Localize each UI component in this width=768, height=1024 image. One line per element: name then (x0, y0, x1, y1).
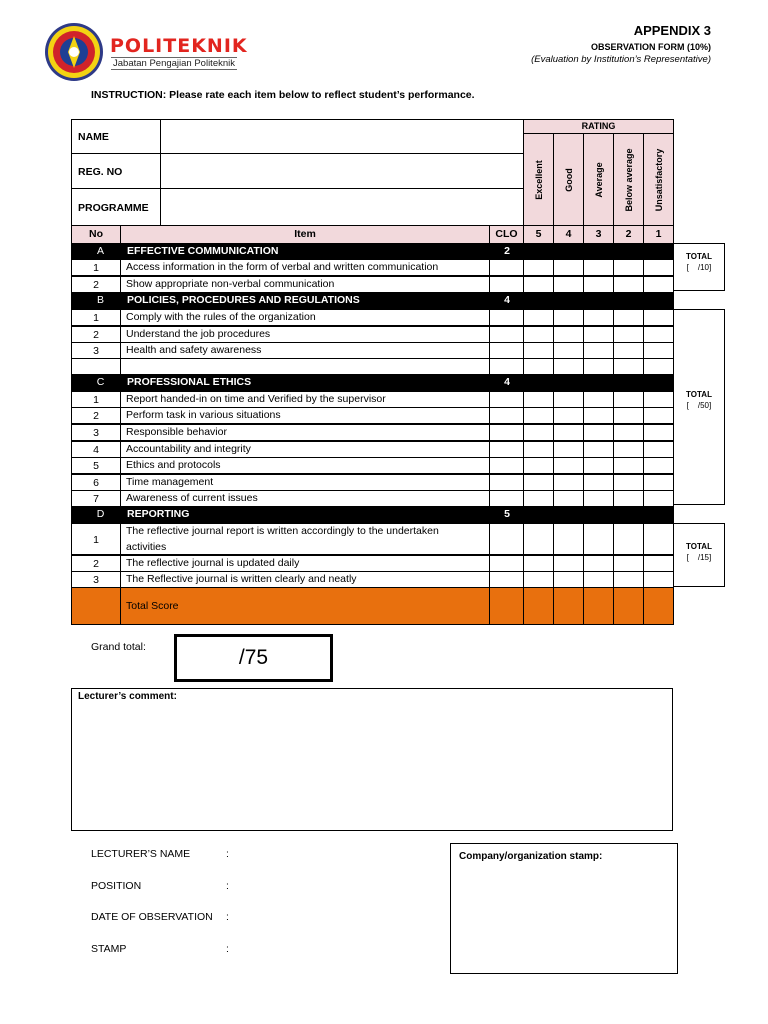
rating-checkbox-cell[interactable] (583, 523, 614, 555)
rating-checkbox-cell[interactable] (553, 474, 584, 491)
empty-cell (643, 358, 674, 375)
politeknik-seal-logo (44, 22, 104, 82)
rating-checkbox-cell[interactable] (523, 407, 554, 424)
item-no: 1 (93, 312, 99, 324)
rating-label: Good (563, 167, 574, 192)
item-no-cell (71, 523, 121, 555)
item-text: Health and safety awareness (126, 344, 262, 356)
rating-checkbox-cell[interactable] (583, 457, 614, 474)
item-no: 2 (93, 279, 99, 291)
item-clo-cell[interactable] (489, 424, 524, 441)
section-code: A (96, 245, 104, 257)
item-text: Time management (126, 476, 214, 488)
header-score (643, 225, 674, 244)
section-total-label: TOTAL (686, 390, 712, 399)
item-clo-cell[interactable] (489, 276, 524, 293)
item-no-cell (71, 391, 121, 408)
item-no-cell (71, 474, 121, 491)
rating-checkbox-cell[interactable] (613, 407, 644, 424)
rating-label: Excellent (533, 159, 544, 200)
item-text: Comply with the rules of the organization (126, 311, 316, 323)
rating-checkbox-cell[interactable] (613, 276, 644, 293)
brand-name: POLITEKNIK (110, 35, 248, 57)
item-text-cell (120, 326, 490, 343)
header-clo-label: CLO (495, 228, 518, 240)
rating-checkbox-cell[interactable] (613, 391, 644, 408)
student-field-label-cell (71, 153, 161, 189)
rating-checkbox-cell[interactable] (643, 523, 674, 555)
rating-checkbox-cell[interactable] (553, 276, 584, 293)
lecturer-comment-label: Lecturer’s comment: (78, 691, 177, 702)
item-no: 2 (93, 410, 99, 422)
total-score-cell[interactable] (553, 587, 584, 625)
item-text-cell (120, 259, 490, 276)
section-code: C (96, 376, 105, 388)
header-score-label: 1 (655, 228, 662, 240)
brand-subtitle: Jabatan Pengajian Politeknik (113, 58, 236, 69)
rating-checkbox-cell[interactable] (613, 474, 644, 491)
rating-label: Unsatisfactory (653, 148, 664, 211)
total-score-cell[interactable] (583, 587, 614, 625)
item-text: Access information in the form of verbal and written communication (126, 261, 439, 273)
item-clo-cell[interactable] (489, 571, 524, 588)
rating-checkbox-cell[interactable] (643, 424, 674, 441)
rating-checkbox-cell[interactable] (583, 555, 614, 572)
rating-checkbox-cell[interactable] (523, 342, 554, 359)
section-total-value: [ /15] (686, 553, 712, 562)
item-clo-cell[interactable] (489, 309, 524, 326)
rating-checkbox-cell[interactable] (583, 441, 614, 458)
item-clo-cell[interactable] (489, 407, 524, 424)
total-score-cell[interactable] (523, 587, 554, 625)
rating-label-cell (613, 133, 644, 226)
item-text: The reflective journal is updated daily (126, 557, 300, 569)
header-score-label: 3 (595, 228, 602, 240)
item-text: Awareness of current issues (126, 492, 258, 504)
form-title: OBSERVATION FORM (10%) (590, 42, 711, 52)
header-score (583, 225, 614, 244)
item-no-cell (71, 571, 121, 588)
rating-checkbox-cell[interactable] (613, 259, 644, 276)
rating-checkbox-cell[interactable] (643, 309, 674, 326)
rating-label-cell (553, 133, 584, 226)
item-clo-cell[interactable] (489, 474, 524, 491)
item-no: 1 (93, 394, 99, 406)
rating-checkbox-cell[interactable] (613, 309, 644, 326)
instruction-text: INSTRUCTION: Please rate each item below to reflect student’s performance. (91, 89, 475, 101)
rating-checkbox-cell[interactable] (523, 326, 554, 343)
item-no-cell (71, 490, 121, 507)
section-total-label: TOTAL (686, 252, 712, 261)
item-text-cell (120, 490, 490, 507)
section-total-value: [ /50] (686, 401, 712, 410)
company-stamp-label: Company/organization stamp: (459, 851, 603, 862)
stamp-label: STAMP (91, 943, 127, 955)
item-clo-cell[interactable] (489, 391, 524, 408)
item-clo-cell[interactable] (489, 342, 524, 359)
rating-checkbox-cell[interactable] (613, 523, 644, 555)
empty-cell (489, 358, 524, 375)
rating-label-cell (523, 133, 554, 226)
rating-checkbox-cell[interactable] (553, 457, 584, 474)
item-text-cell (120, 441, 490, 458)
item-clo-cell[interactable] (489, 490, 524, 507)
item-text-cell (120, 523, 490, 555)
section-title: EFFECTIVE COMMUNICATION (127, 245, 279, 257)
rating-checkbox-cell[interactable] (613, 441, 644, 458)
item-no: 2 (93, 558, 99, 570)
section-total-box[interactable] (673, 309, 725, 505)
empty-cell (120, 358, 490, 375)
total-score-no-cell (71, 587, 121, 625)
evaluation-by: (Evaluation by Institution’s Representative) (531, 54, 711, 65)
rating-label: Average (593, 161, 604, 198)
stamp-colon: : (226, 943, 229, 955)
rating-checkbox-cell[interactable] (613, 457, 644, 474)
header-item (120, 225, 490, 244)
rating-checkbox-cell[interactable] (553, 326, 584, 343)
rating-checkbox-cell[interactable] (553, 259, 584, 276)
rating-checkbox-cell[interactable] (643, 391, 674, 408)
student-field-input[interactable] (160, 119, 524, 154)
section-clo: 4 (504, 376, 510, 388)
student-field-label-cell (71, 119, 161, 154)
position-label: POSITION (91, 880, 142, 892)
rating-label-cell (643, 133, 674, 226)
item-no-cell (71, 441, 121, 458)
item-no-cell (71, 259, 121, 276)
item-no: 7 (93, 493, 99, 505)
rating-checkbox-cell[interactable] (523, 490, 554, 507)
rating-checkbox-cell[interactable] (523, 309, 554, 326)
header-score-label: 2 (625, 228, 632, 240)
section-title: POLICIES, PROCEDURES AND REGULATIONS (127, 294, 360, 306)
section-clo: 4 (504, 294, 510, 306)
item-text-cell (120, 571, 490, 588)
empty-cell (523, 358, 554, 375)
appendix-label: APPENDIX 3 (633, 23, 711, 38)
grand-total-box[interactable] (174, 634, 333, 682)
rating-checkbox-cell[interactable] (613, 342, 644, 359)
item-text-cell (120, 342, 490, 359)
empty-cell (553, 358, 584, 375)
rating-checkbox-cell[interactable] (583, 490, 614, 507)
section-bar (71, 243, 674, 260)
rating-checkbox-cell[interactable] (643, 326, 674, 343)
item-no-cell (71, 407, 121, 424)
section-title: REPORTING (127, 508, 190, 520)
item-no: 3 (93, 427, 99, 439)
rating-checkbox-cell[interactable] (583, 407, 614, 424)
item-clo-cell[interactable] (489, 259, 524, 276)
item-text: Show appropriate non-verbal communication (126, 278, 335, 290)
item-text-cell (120, 474, 490, 491)
company-stamp-box[interactable] (450, 843, 678, 974)
item-no-cell (71, 326, 121, 343)
rating-checkbox-cell[interactable] (523, 571, 554, 588)
item-text: Perform task in various situations (126, 409, 281, 421)
rating-checkbox-cell[interactable] (523, 259, 554, 276)
section-total-value: [ /10] (686, 263, 712, 272)
rating-checkbox-cell[interactable] (643, 407, 674, 424)
rating-checkbox-cell[interactable] (583, 309, 614, 326)
rating-checkbox-cell[interactable] (613, 555, 644, 572)
rating-checkbox-cell[interactable] (583, 571, 614, 588)
item-clo-cell[interactable] (489, 326, 524, 343)
header-score-label: 5 (535, 228, 542, 240)
student-field-label: NAME (78, 131, 109, 143)
rating-checkbox-cell[interactable] (613, 571, 644, 588)
rating-checkbox-cell[interactable] (523, 441, 554, 458)
rating-checkbox-cell[interactable] (583, 424, 614, 441)
rating-checkbox-cell[interactable] (523, 424, 554, 441)
rating-checkbox-cell[interactable] (643, 259, 674, 276)
item-text: Responsible behavior (126, 426, 227, 438)
lecturer-comment-box[interactable] (71, 688, 673, 831)
item-no: 3 (93, 345, 99, 357)
section-total-label: TOTAL (686, 542, 712, 551)
section-clo: 5 (504, 508, 510, 520)
student-field-input[interactable] (160, 153, 524, 189)
rating-checkbox-cell[interactable] (613, 424, 644, 441)
rating-checkbox-cell[interactable] (553, 441, 584, 458)
header-clo (489, 225, 524, 244)
section-code: B (96, 294, 104, 306)
total-score-cell[interactable] (613, 587, 644, 625)
item-no-cell (71, 424, 121, 441)
rating-checkbox-cell[interactable] (613, 490, 644, 507)
rating-checkbox-cell[interactable] (553, 342, 584, 359)
item-no-cell (71, 457, 121, 474)
rating-checkbox-cell[interactable] (553, 523, 584, 555)
student-field-label-cell (71, 188, 161, 226)
item-no: 1 (93, 533, 99, 546)
date-of-observation-label: DATE OF OBSERVATION (91, 911, 213, 923)
header-item-label: Item (294, 228, 316, 240)
position-colon: : (226, 880, 229, 892)
rating-checkbox-cell[interactable] (553, 424, 584, 441)
rating-checkbox-cell[interactable] (583, 474, 614, 491)
total-score-cell[interactable] (643, 587, 674, 625)
section-total-box[interactable] (673, 243, 725, 291)
section-total-box[interactable] (673, 523, 725, 587)
header-no-label: No (89, 228, 103, 240)
item-text: Accountability and integrity (126, 443, 251, 455)
section-bar (71, 292, 674, 309)
evaluation-table (71, 119, 673, 625)
section-bar (71, 506, 674, 523)
rating-label-cell (583, 133, 614, 226)
item-text-cell (120, 276, 490, 293)
section-clo: 2 (504, 245, 510, 257)
rating-checkbox-cell[interactable] (523, 457, 554, 474)
politeknik-brand (110, 36, 270, 72)
header-score (523, 225, 554, 244)
grand-total-value: /75 (238, 646, 269, 669)
header-score-label: 4 (565, 228, 572, 240)
rating-checkbox-cell[interactable] (553, 309, 584, 326)
rating-checkbox-cell[interactable] (613, 326, 644, 343)
grand-total-label: Grand total: (91, 641, 146, 653)
date-of-observation-colon: : (226, 911, 229, 923)
item-text: Ethics and protocols (126, 459, 221, 471)
rating-checkbox-cell[interactable] (523, 523, 554, 555)
rating-checkbox-cell[interactable] (643, 474, 674, 491)
rating-checkbox-cell[interactable] (523, 391, 554, 408)
rating-checkbox-cell[interactable] (643, 441, 674, 458)
item-no: 5 (93, 460, 99, 472)
header-score (613, 225, 644, 244)
section-bar (71, 374, 674, 391)
rating-checkbox-cell[interactable] (523, 555, 554, 572)
total-score-clo-cell (489, 587, 524, 625)
empty-cell (613, 358, 644, 375)
item-no-cell (71, 276, 121, 293)
rating-checkbox-cell[interactable] (583, 342, 614, 359)
rating-checkbox-cell[interactable] (553, 391, 584, 408)
item-no: 6 (93, 477, 99, 489)
rating-checkbox-cell[interactable] (553, 407, 584, 424)
rating-checkbox-cell[interactable] (643, 457, 674, 474)
rating-checkbox-cell[interactable] (583, 391, 614, 408)
header-score (553, 225, 584, 244)
total-score-label-cell (120, 587, 490, 625)
rating-checkbox-cell[interactable] (553, 555, 584, 572)
rating-checkbox-cell[interactable] (643, 276, 674, 293)
rating-checkbox-cell[interactable] (553, 490, 584, 507)
item-no: 3 (93, 574, 99, 586)
item-text-cell (120, 424, 490, 441)
item-text-cell (120, 391, 490, 408)
student-field-label: PROGRAMME (78, 201, 149, 214)
item-no-cell (71, 342, 121, 359)
empty-cell (583, 358, 614, 375)
rating-checkbox-cell[interactable] (523, 276, 554, 293)
rating-checkbox-cell[interactable] (583, 326, 614, 343)
item-text-cell (120, 407, 490, 424)
item-text-cell (120, 555, 490, 572)
rating-checkbox-cell[interactable] (643, 555, 674, 572)
item-text: The Reflective journal is written clearly and neatly (126, 573, 357, 585)
rating-checkbox-cell[interactable] (583, 276, 614, 293)
rating-checkbox-cell[interactable] (583, 259, 614, 276)
lecturer-name-label: LECTURER’S NAME (91, 848, 191, 860)
item-text-cell (120, 457, 490, 474)
item-no-cell (71, 309, 121, 326)
section-title: PROFESSIONAL ETHICS (127, 376, 252, 388)
rating-label: Below average (623, 147, 634, 212)
student-field-input[interactable] (160, 188, 524, 226)
section-code: D (96, 508, 105, 520)
header-no (71, 225, 121, 244)
total-score-label: Total Score (126, 600, 179, 612)
lecturer-name-colon: : (226, 848, 229, 860)
rating-checkbox-cell[interactable] (643, 571, 674, 588)
rating-checkbox-cell[interactable] (523, 474, 554, 491)
item-clo-cell[interactable] (489, 457, 524, 474)
item-text: The reflective journal report is written accordingly to the undertaken (126, 525, 439, 537)
rating-checkbox-cell[interactable] (643, 490, 674, 507)
item-no: 1 (93, 262, 99, 274)
rating-header (523, 119, 674, 134)
item-text: Understand the job procedures (126, 328, 271, 340)
item-text-cell (120, 309, 490, 326)
empty-cell (71, 358, 121, 375)
item-no-cell (71, 555, 121, 572)
item-text-continued: activities (126, 541, 167, 553)
item-clo-cell[interactable] (489, 555, 524, 572)
student-field-label: REG. NO (78, 165, 123, 178)
rating-checkbox-cell[interactable] (643, 342, 674, 359)
item-clo-cell[interactable] (489, 441, 524, 458)
item-no: 4 (93, 444, 99, 456)
item-no: 2 (93, 329, 99, 341)
rating-checkbox-cell[interactable] (553, 571, 584, 588)
item-clo-cell[interactable] (489, 523, 524, 555)
item-text: Report handed-in on time and Verified by the supervisor (126, 393, 386, 405)
rating-title: RATING (581, 121, 616, 131)
